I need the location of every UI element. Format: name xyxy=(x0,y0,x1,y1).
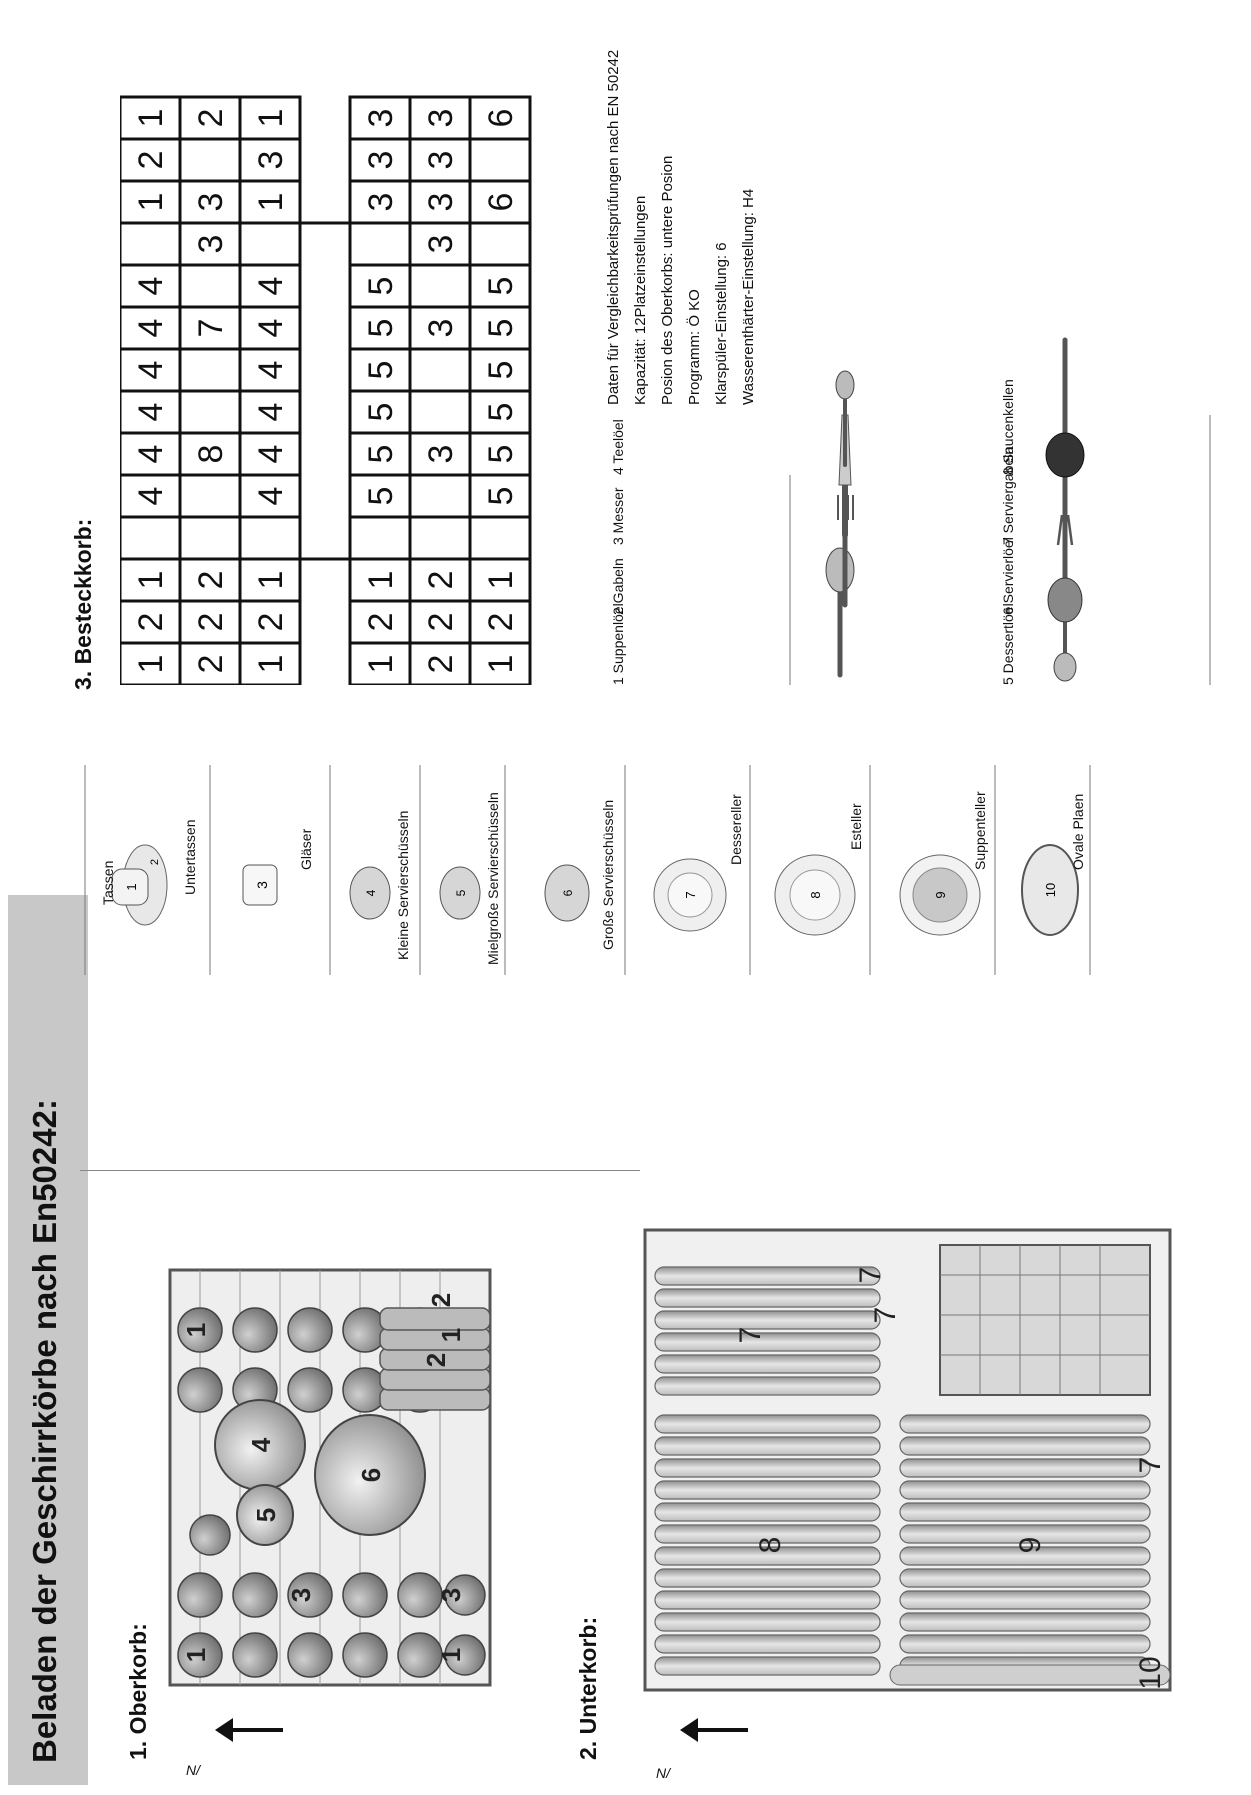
cutlery-cell-value: 5 xyxy=(362,360,400,380)
upper-num-2a: 2 xyxy=(421,1352,451,1368)
cutlery-cell-value: 1 xyxy=(252,192,290,212)
cutlery-cell-value: 3 xyxy=(422,444,460,464)
legend-label-mielgrosse-servierschuesseln: Mielgroße Servierschüsseln xyxy=(485,792,501,965)
cutlery-cell-value: 2 xyxy=(422,612,460,632)
cutlery-cell-value: 4 xyxy=(252,486,290,506)
cutlery-cell-value: 4 xyxy=(132,444,170,464)
ladle-drawing xyxy=(1040,330,1090,480)
legend-label-tassen: Tassen xyxy=(100,860,116,905)
cutlery-cell-value: 4 xyxy=(132,318,170,338)
cutlery-cell-value: 5 xyxy=(362,486,400,506)
upper-basket-heading: 1. Oberkorb: xyxy=(125,1623,151,1760)
cutlery-type-7: 7 Serviergabeln xyxy=(1000,446,1016,545)
cutlery-cell-value: 3 xyxy=(192,234,230,254)
cutlery-cell-value: 4 xyxy=(132,276,170,296)
upper-num-4: 4 xyxy=(246,1437,276,1453)
cutlery-cell-value: 3 xyxy=(362,108,400,128)
cutlery-cell-value: 6 xyxy=(482,192,520,212)
cutlery-cell-value: 2 xyxy=(482,612,520,632)
cutlery-cell-value: 4 xyxy=(252,360,290,380)
cutlery-cell-value: 3 xyxy=(422,108,460,128)
svg-text:7: 7 xyxy=(683,891,698,899)
cutlery-cell-value: 3 xyxy=(422,192,460,212)
upper-num-6: 6 xyxy=(356,1467,386,1483)
upper-num-1d: 1 xyxy=(181,1322,211,1338)
info-line-2: Kapazität: 12Platzeinstellungen xyxy=(632,195,649,405)
cutlery-cell-value: 2 xyxy=(422,654,460,674)
test-data-info xyxy=(600,50,762,405)
cutlery-cell-value: 2 xyxy=(252,612,290,632)
cutlery-cell-value: 5 xyxy=(362,276,400,296)
svg-text:4: 4 xyxy=(364,889,378,897)
cutlery-cell-value: 1 xyxy=(252,654,290,674)
info-line-1: Daten für Vergleichbarkeitsprüfungen nach EN 50242 xyxy=(605,49,622,405)
cutlery-cell-value: 2 xyxy=(192,108,230,128)
cutlery-type-4: 4 Teelöel xyxy=(610,419,626,475)
cutlery-cell-value: 5 xyxy=(482,402,520,422)
lower-direction-label: N/ xyxy=(656,1765,670,1781)
cutlery-cell-value: 1 xyxy=(482,570,520,590)
cutlery-cell-value: 2 xyxy=(192,570,230,590)
svg-text:3: 3 xyxy=(254,881,270,889)
svg-text:2: 2 xyxy=(149,858,161,866)
cutlery-cell-value: 1 xyxy=(252,108,290,128)
lower-num-9: 9 xyxy=(1014,1536,1047,1554)
cutlery-cell-value: 4 xyxy=(252,318,290,338)
svg-text:5: 5 xyxy=(454,889,468,897)
cutlery-cell-value: 2 xyxy=(132,612,170,632)
cutlery-cell-value: 2 xyxy=(362,612,400,632)
cutlery-cell-value: 1 xyxy=(132,654,170,674)
teaspoon-icon xyxy=(830,365,860,475)
info-line-5: Klarspüler-Einstellung: 6 xyxy=(713,242,730,405)
cutlery-cell-value: 4 xyxy=(252,276,290,296)
cutlery-cell-value: 1 xyxy=(482,654,520,674)
cutlery-cell-value: 5 xyxy=(482,318,520,338)
cutlery-basket-heading: 3. Besteckkorb: xyxy=(70,518,96,690)
cutlery-cell-value: 1 xyxy=(362,570,400,590)
cutlery-cell-value: 1 xyxy=(132,192,170,212)
cutlery-cell-value: 2 xyxy=(192,612,230,632)
info-line-3: Posion des Oberkorbs: untere Posion xyxy=(659,155,676,405)
cutlery-cell-value: 5 xyxy=(482,444,520,464)
cutlery-cell-value: 5 xyxy=(362,402,400,422)
cutlery-cell-value: 3 xyxy=(422,234,460,254)
cutlery-cell-value: 1 xyxy=(252,570,290,590)
cutlery-type-8: 8 Saucenkellen xyxy=(1000,379,1016,475)
upper-num-1a: 1 xyxy=(436,1647,466,1663)
upper-num-1b: 1 xyxy=(436,1327,466,1343)
cutlery-cell-value: 4 xyxy=(132,402,170,422)
cutlery-cell-value: 4 xyxy=(132,486,170,506)
lower-num-7a: 7 xyxy=(734,1326,767,1344)
svg-text:8: 8 xyxy=(808,891,823,899)
cutlery-cell-value: 6 xyxy=(482,108,520,128)
upper-num-1c: 1 xyxy=(181,1647,211,1663)
info-line-6: Wasserenthärter-Einstellung: H4 xyxy=(740,188,757,405)
cutlery-cell-value: 5 xyxy=(482,276,520,296)
cutlery-cell-value: 1 xyxy=(132,570,170,590)
legend-label-suppenteller: Suppenteller xyxy=(972,791,988,870)
cutlery-cell-value: 5 xyxy=(362,318,400,338)
upper-num-2b: 2 xyxy=(426,1292,456,1308)
cutlery-cell-value: 7 xyxy=(192,318,230,338)
legend-label-esteller: Esteller xyxy=(848,803,864,850)
cutlery-cell-value: 3 xyxy=(192,192,230,212)
cutlery-cell-value: 3 xyxy=(362,192,400,212)
cutlery-type-3: 3 Messer xyxy=(610,487,626,545)
cutlery-cell-value: 3 xyxy=(422,150,460,170)
cutlery-cell-value: 5 xyxy=(362,444,400,464)
cutlery-cell-value: 5 xyxy=(482,486,520,506)
cutlery-type-5: 5 Dessertlöel xyxy=(1000,603,1016,685)
cutlery-cell-value: 2 xyxy=(192,654,230,674)
upper-num-3a: 3 xyxy=(436,1587,466,1603)
info-line-4: Programm: Ö KO xyxy=(686,289,703,405)
cutlery-cell-value: 3 xyxy=(362,150,400,170)
svg-text:6: 6 xyxy=(561,889,575,897)
dessert-spoon-icon xyxy=(1180,620,1251,690)
svg-text:1: 1 xyxy=(124,883,139,891)
lower-num-10: 10 xyxy=(1134,1656,1167,1690)
cutlery-cell-value: 8 xyxy=(192,444,230,464)
cutlery-cell-value: 5 xyxy=(482,360,520,380)
legend-label-kleine-servierschuesseln: Kleine Servierschüsseln xyxy=(395,810,411,960)
legend-label-grosse-servierschuesseln: Große Servierschüsseln xyxy=(600,799,616,950)
legend-label-untertassen: Untertassen xyxy=(182,819,198,895)
upper-direction-label: N/ xyxy=(186,1762,200,1778)
cutlery-type-2: 2 Gabeln xyxy=(610,558,626,615)
legend-label-glaeser: Gläser xyxy=(298,828,314,870)
upper-num-3b: 3 xyxy=(286,1587,316,1603)
cutlery-cell-value: 4 xyxy=(252,444,290,464)
cutlery-cell-value: 3 xyxy=(422,318,460,338)
lower-num-7b: 7 xyxy=(869,1306,902,1324)
svg-text:9: 9 xyxy=(933,891,948,899)
cutlery-cell-value: 4 xyxy=(252,402,290,422)
cutlery-type-1: 1 Suppenlöel xyxy=(610,603,626,685)
cutlery-cell-value: 4 xyxy=(132,360,170,380)
lower-num-7d: 7 xyxy=(1134,1456,1167,1474)
cutlery-cell-value: 3 xyxy=(252,150,290,170)
cutlery-cell-value: 2 xyxy=(422,570,460,590)
legend-label-dessereller: Dessereller xyxy=(728,794,744,865)
upper-num-5: 5 xyxy=(251,1507,281,1523)
cutlery-cell-value: 1 xyxy=(362,654,400,674)
lower-num-8: 8 xyxy=(754,1536,787,1554)
legend-label-ovale-plaen: Ovale Plaen xyxy=(1070,793,1086,870)
lower-num-7c: 7 xyxy=(854,1266,887,1284)
cutlery-cell-value: 2 xyxy=(132,150,170,170)
page-title: Beladen der Geschirrkörbe nach En50242: xyxy=(26,1099,63,1763)
cutlery-type-6: 6 Servierlöel xyxy=(1000,537,1016,615)
cutlery-cell-value: 1 xyxy=(132,108,170,128)
svg-text:10: 10 xyxy=(1043,882,1058,898)
lower-basket-heading: 2. Unterkorb: xyxy=(575,1616,601,1760)
